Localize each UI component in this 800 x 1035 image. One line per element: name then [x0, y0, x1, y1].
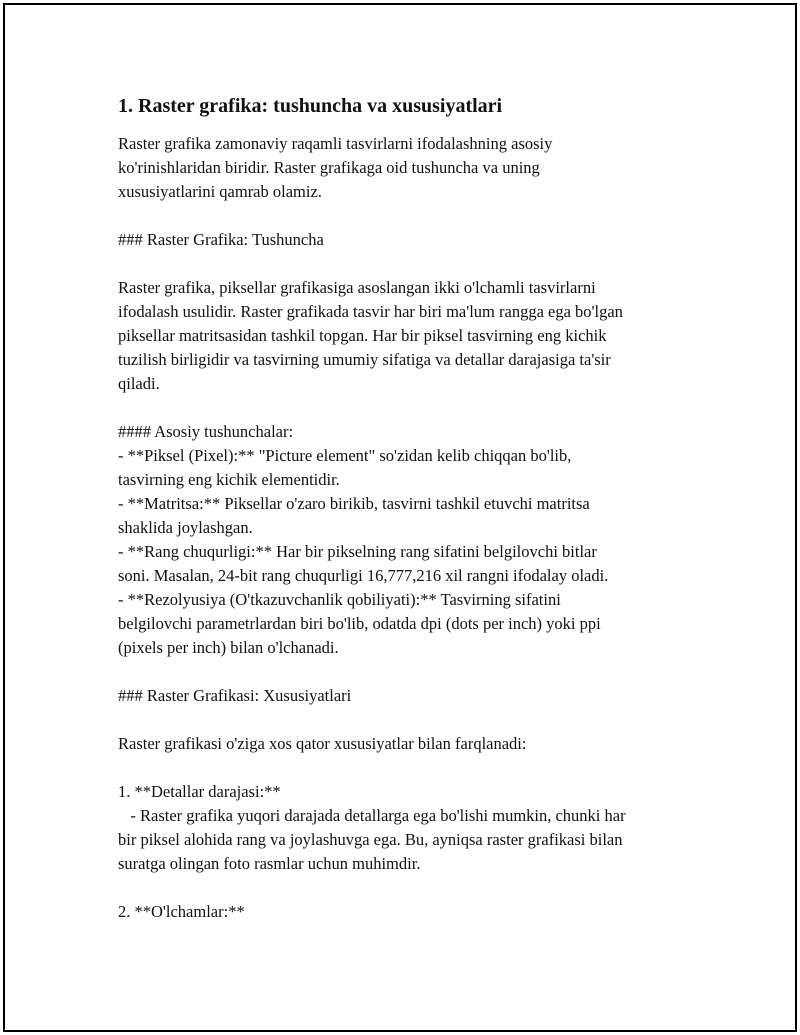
- text-line: xususiyatlarini qamrab olamiz.: [118, 182, 322, 201]
- blank-line: [118, 876, 698, 900]
- text-line: qiladi.: [118, 374, 160, 393]
- text-line: tuzilish birligidir va tasvirning umumiy sifatiga va detallar darajasiga ta'sir: [118, 350, 611, 369]
- text-line: Raster grafikasi o'ziga xos qator xususiyatlar bilan farqlanadi:: [118, 734, 527, 753]
- document-body: [118, 92, 698, 924]
- text-line: - **Rang chuqurligi:** Har bir pikselning rang sifatini belgilovchi bitlar: [118, 542, 597, 561]
- text-line: - Raster grafika yuqori darajada detallarga ega bo'lishi mumkin, chunki har: [118, 806, 626, 825]
- text-line: 2. **O'lchamlar:**: [118, 902, 245, 921]
- text-line: Raster grafika, piksellar grafikasiga asoslangan ikki o'lchamli tasvirlarni: [118, 278, 596, 297]
- text-line: - **Matritsa:** Piksellar o'zaro birikib, tasvirni tashkil etuvchi matritsa: [118, 494, 590, 513]
- text-line: ifodalash usulidir. Raster grafikada tasvir har biri ma'lum rangga ega bo'lgan: [118, 302, 623, 321]
- blank-line: [118, 708, 698, 732]
- text-line: Raster grafika zamonaviy raqamli tasvirlarni ifodalashning asosiy: [118, 134, 553, 153]
- text-line: - **Piksel (Pixel):** "Picture element" so'zidan kelib chiqqan bo'lib,: [118, 446, 572, 465]
- section-heading: 1. Raster grafika: tushuncha va xususiyatlari: [118, 95, 503, 117]
- text-line: #### Asosiy tushunchalar:: [118, 422, 294, 441]
- text-line: belgilovchi parametrlardan biri bo'lib, odatda dpi (dots per inch) yoki ppi: [118, 614, 601, 633]
- text-line: suratga olingan foto rasmlar uchun muhimdir.: [118, 854, 421, 873]
- text-line: piksellar matritsasidan tashkil topgan. Har bir piksel tasvirning eng kichik: [118, 326, 607, 345]
- text-line: soni. Masalan, 24-bit rang chuqurligi 16,777,216 xil rangni ifodalay oladi.: [118, 566, 609, 585]
- text-line: - **Rezolyusiya (O'tkazuvchanlik qobiliyati):** Tasvirning sifatini: [118, 590, 561, 609]
- text-line: ### Raster Grafika: Tushuncha: [118, 230, 324, 249]
- text-line: 1. **Detallar darajasi:**: [118, 782, 281, 801]
- text-line: shaklida joylashgan.: [118, 518, 253, 537]
- blank-line: [118, 396, 698, 420]
- text-line: tasvirning eng kichik elementidir.: [118, 470, 340, 489]
- body-text: [118, 132, 698, 924]
- blank-line: [118, 756, 698, 780]
- text-line: ### Raster Grafikasi: Xususiyatlari: [118, 686, 352, 705]
- text-line: bir piksel alohida rang va joylashuvga ega. Bu, ayniqsa raster grafikasi bilan: [118, 830, 623, 849]
- text-line: (pixels per inch) bilan o'lchanadi.: [118, 638, 339, 657]
- blank-line: [118, 252, 698, 276]
- blank-line: [118, 660, 698, 684]
- text-line: ko'rinishlaridan biridir. Raster grafikaga oid tushuncha va uning: [118, 158, 540, 177]
- blank-line: [118, 204, 698, 228]
